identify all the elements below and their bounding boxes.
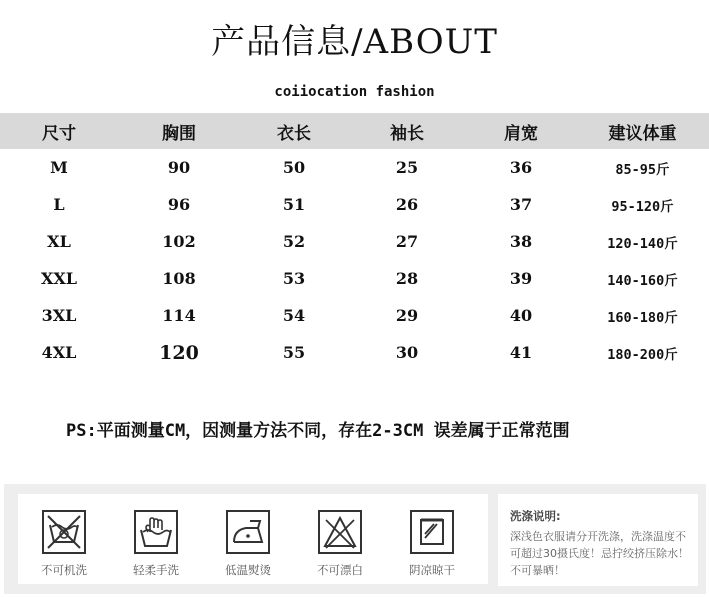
table-row	[0, 223, 709, 260]
cell-size: XXL	[40, 269, 78, 288]
cell-length: 54	[282, 306, 306, 325]
measurement-note: PS:平面测量CM，因测量方法不同，存在2-3CM 误差属于正常范围	[66, 421, 570, 441]
care-item-no-machine-wash	[24, 508, 104, 578]
size-table	[0, 113, 709, 371]
header-shoulder: 肩宽	[504, 123, 538, 144]
page-title: 产品信息/ABOUT	[211, 22, 498, 62]
cell-weight: 120-140斤	[607, 235, 678, 252]
cell-sleeve: 26	[395, 195, 419, 214]
care-label: 轻柔手洗	[133, 563, 179, 577]
care-item-shade-dry	[392, 508, 472, 578]
cell-sleeve: 30	[395, 343, 419, 362]
cell-sleeve: 28	[395, 269, 419, 288]
washing-notes	[498, 494, 698, 586]
cell-length: 55	[282, 343, 306, 362]
header-size: 尺寸	[42, 123, 76, 144]
cell-weight: 95-120斤	[611, 198, 674, 215]
cell-size: M	[50, 158, 68, 177]
cell-chest: 90	[167, 158, 191, 177]
care-instructions-panel	[4, 484, 706, 594]
cell-sleeve: 27	[395, 232, 419, 251]
no-bleach-icon	[316, 508, 364, 556]
cell-shoulder: 40	[509, 306, 533, 325]
table-row	[0, 297, 709, 334]
cell-chest: 120	[159, 341, 199, 364]
cell-shoulder: 39	[509, 269, 533, 288]
cell-length: 50	[282, 158, 306, 177]
cell-shoulder: 36	[509, 158, 533, 177]
gentle-hand-wash-icon	[132, 508, 180, 556]
care-item-low-temp-iron	[208, 508, 288, 578]
header-weight: 建议体重	[608, 123, 677, 144]
cell-shoulder: 37	[509, 195, 533, 214]
care-label: 不可漂白	[317, 563, 363, 577]
table-row	[0, 186, 709, 223]
care-label: 低温熨烫	[225, 563, 271, 577]
table-header	[0, 113, 709, 149]
shade-dry-icon	[408, 508, 456, 556]
washing-notes-title: 洗涤说明:	[510, 509, 561, 523]
care-item-no-bleach	[300, 508, 380, 578]
table-row	[0, 149, 709, 186]
care-label: 阴凉晾干	[409, 563, 455, 577]
care-label: 不可机洗	[41, 563, 87, 577]
cell-weight: 160-180斤	[607, 309, 678, 326]
cell-size: L	[53, 195, 65, 214]
cell-size: 4XL	[41, 343, 77, 362]
header-length: 衣长	[277, 123, 311, 144]
cell-sleeve: 29	[395, 306, 419, 325]
low-temp-iron-icon	[224, 508, 272, 556]
cell-sleeve: 25	[395, 158, 419, 177]
brand-subtitle: coiiocation fashion	[274, 84, 435, 100]
cell-chest: 96	[167, 195, 191, 214]
table-row	[0, 334, 709, 371]
cell-weight: 140-160斤	[607, 272, 678, 289]
cell-size: XL	[47, 232, 71, 251]
cell-length: 53	[282, 269, 306, 288]
cell-length: 51	[282, 195, 306, 214]
header-chest: 胸围	[162, 123, 196, 144]
care-item-gentle-hand-wash	[116, 508, 196, 578]
cell-weight: 85-95斤	[615, 161, 670, 178]
cell-weight: 180-200斤	[607, 346, 678, 363]
cell-chest: 102	[162, 232, 196, 251]
cell-length: 52	[282, 232, 306, 251]
header-sleeve: 袖长	[390, 123, 424, 144]
washing-notes-body: 深浅色衣服请分开洗涤，洗涤温度不可超过30摄氏度！忌拧绞挤压除水！不可暴晒！	[510, 530, 689, 577]
no-machine-wash-icon	[40, 508, 88, 556]
cell-shoulder: 38	[509, 232, 533, 251]
cell-chest: 108	[162, 269, 196, 288]
cell-chest: 114	[162, 306, 196, 325]
cell-shoulder: 41	[509, 343, 533, 362]
table-row	[0, 260, 709, 297]
cell-size: 3XL	[41, 306, 77, 325]
care-icons-box	[18, 494, 488, 584]
